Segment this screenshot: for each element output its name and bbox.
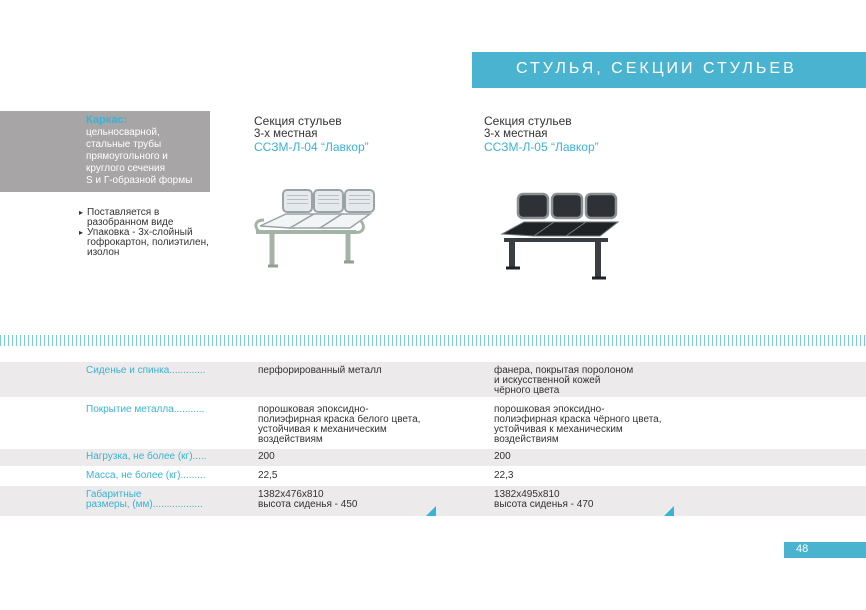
product-seats: 3-х местная bbox=[484, 128, 548, 140]
section-title: СТУЛЬЯ, СЕКЦИИ СТУЛЬЕВ bbox=[516, 60, 797, 77]
corner-triangle-marker bbox=[664, 506, 674, 516]
product-title: Секция стульев bbox=[254, 114, 342, 128]
table-row bbox=[0, 467, 866, 485]
frame-title: Каркас: bbox=[86, 114, 128, 126]
product-title: Секция стульев bbox=[484, 114, 572, 128]
delivery-bullets bbox=[79, 208, 209, 258]
product-heading-2 bbox=[484, 115, 599, 154]
table-row bbox=[0, 398, 866, 448]
spec-label: Сиденье и спинка............. bbox=[86, 365, 206, 376]
spec-label: Масса, не более (кг)......... bbox=[86, 470, 206, 481]
spec-value-1: 200 bbox=[258, 451, 275, 462]
frame-line: стальные трубы bbox=[86, 139, 162, 150]
spec-value-2: 1382х495х810 высота сиденья - 470 bbox=[494, 489, 594, 510]
frame-description bbox=[86, 127, 206, 187]
spec-value-2: фанера, покрытая поролоном и искусственной кожей чёрного цвета bbox=[494, 365, 634, 396]
table-row bbox=[0, 449, 866, 466]
spec-value-1: 1382х476х810 высота сиденья - 450 bbox=[258, 489, 358, 510]
spec-value-1: порошковая эпоксидно- полиэфирная краска белого цвета, устойчивая к механическим воздействиям bbox=[258, 404, 421, 445]
spec-value-1: перфорированный металл bbox=[258, 365, 382, 376]
product-code: ССЗМ-Л-05 “Лавкор” bbox=[484, 140, 599, 154]
product-heading-1 bbox=[254, 115, 369, 154]
bench-black-image bbox=[496, 190, 632, 282]
section-banner bbox=[472, 52, 866, 88]
spec-value-2: 200 bbox=[494, 451, 511, 462]
spec-label: Габаритные размеры, (мм).................. bbox=[86, 489, 203, 510]
product-code: ССЗМ-Л-04 “Лавкор” bbox=[254, 140, 369, 154]
hatch-divider bbox=[0, 335, 866, 346]
corner-triangle-marker bbox=[426, 506, 436, 516]
frame-line: прямоугольного и bbox=[86, 151, 168, 162]
bullet-item: ▸ Поставляется в разобранном виде bbox=[79, 208, 209, 228]
product-seats: 3-х местная bbox=[254, 128, 318, 140]
frame-line: S и Г-образной формы bbox=[86, 175, 193, 186]
spec-label: Покрытие металла........... bbox=[86, 404, 205, 415]
page-number-box bbox=[784, 542, 866, 558]
bench-white-image bbox=[246, 186, 376, 274]
table-row bbox=[0, 362, 866, 397]
spec-value-1: 22,5 bbox=[258, 470, 278, 481]
spec-label: Нагрузка, не более (кг)..... bbox=[86, 451, 207, 462]
page-number: 48 bbox=[796, 543, 809, 555]
spec-value-2: порошковая эпоксидно- полиэфирная краска чёрного цвета, устойчивая к механическим воздействиям bbox=[494, 404, 662, 445]
bullet-item: ▸ Упаковка - 3х-слойный гофрокартон, полиэтилен, изолон bbox=[79, 228, 209, 258]
spec-value-2: 22,3 bbox=[494, 470, 514, 481]
frame-line: цельносварной, bbox=[86, 127, 160, 138]
frame-line: круглого сечения bbox=[86, 163, 166, 174]
